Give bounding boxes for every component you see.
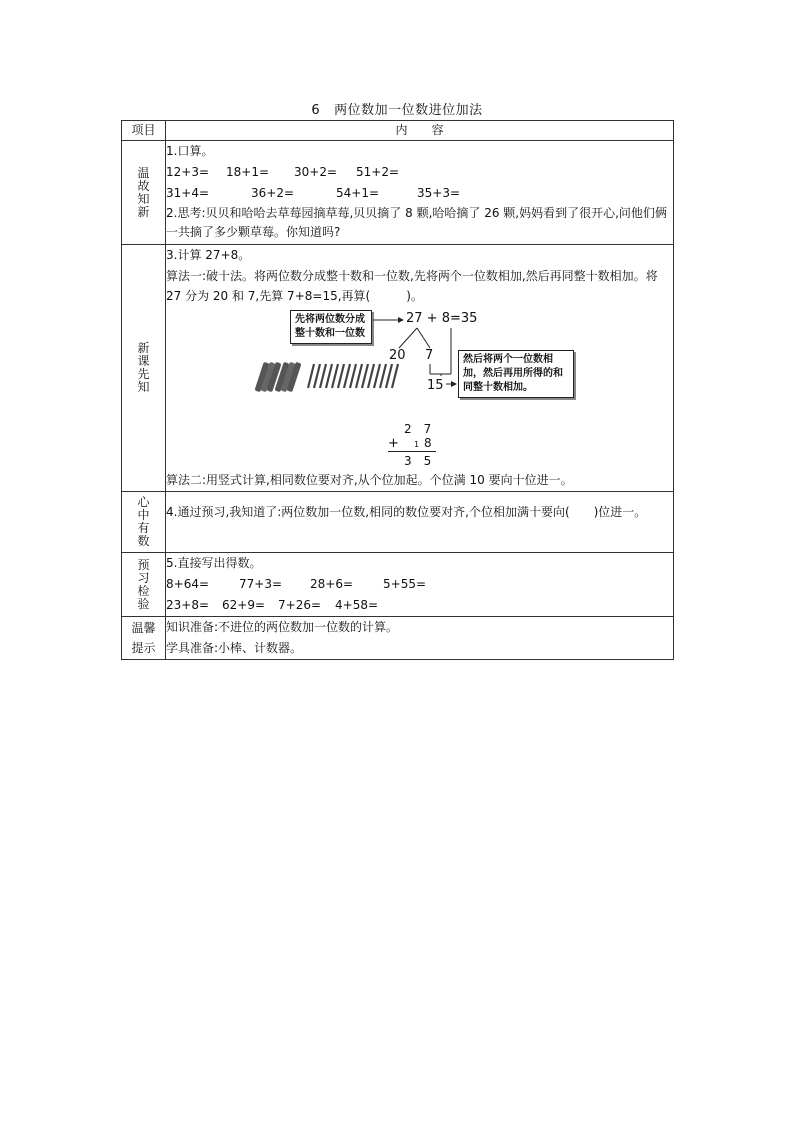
loose-sticks — [308, 364, 398, 388]
oral-row-1: 12+3= 18+1= 30+2= 51+2= — [166, 165, 400, 179]
preview-row-2: 23+8= 62+9= 7+26= 4+58= — [166, 598, 379, 612]
question-3: 3.计算 27+8。 — [166, 248, 251, 262]
branch-left — [399, 328, 417, 348]
partial-sum: 15 — [427, 378, 444, 393]
question-2: 2.思考:贝贝和哈哈去草莓园摘草莓,贝贝摘了 8 颗,哈哈摘了 26 颗,妈妈看到了很开心,问他们俩一共摘了多少颗草莓。你知道吗? — [166, 206, 667, 239]
vertical-calc — [384, 420, 673, 470]
newlesson-row — [122, 245, 674, 492]
split-note-box: 先将两位数分成整十数和一位数 — [290, 310, 372, 344]
preview-row — [122, 553, 674, 617]
question-1: 1.口算。 — [166, 144, 214, 158]
tips-knowledge: 知识准备:不进位的两位数加一位数的计算。 — [166, 620, 399, 634]
diagram-lines — [166, 310, 706, 420]
plus-sign: + — [388, 436, 399, 451]
method-2: 算法二:用竖式计算,相同数位要对齐,从个位加起。个位满 10 要向十位进一。 — [166, 473, 573, 487]
preview-label: 预 习 检 验 — [137, 557, 150, 611]
tips-tools: 学具准备:小棒、计数器。 — [166, 641, 303, 655]
title-text: 两位数加一位数进位加法 — [334, 103, 483, 118]
header-content: 内 容 — [166, 121, 674, 141]
branch-right — [417, 328, 430, 348]
carry-digit: 1 — [414, 440, 420, 449]
split-tens: 20 — [389, 348, 406, 363]
equation-top: 27 + 8=35 — [406, 311, 478, 326]
review-row — [122, 141, 674, 245]
newlesson-label: 新 课 先 知 — [137, 341, 150, 394]
question-5: 5.直接写出得数。 — [166, 556, 262, 570]
addend-1: 2 7 — [404, 422, 432, 436]
question-4: 4.通过预习,我知道了:两位数加一位数,相同的数位要对齐,个位相加满十要向( )位进一。 — [166, 505, 647, 519]
title-number: 6 — [311, 103, 321, 118]
oral-row-2: 31+4= 36+2= 54+1= 35+3= — [166, 186, 461, 200]
header-project: 项目 — [122, 121, 166, 141]
method-1: 算法一:破十法。将两位数分成整十数和一位数,先将两个一位数相加,然后再同整十数相加。将 27 分为 20 和 7,先算 7+8=15,再算( )。 — [166, 269, 658, 303]
page-title — [0, 99, 794, 118]
tips-row — [122, 617, 674, 660]
mind-row — [122, 492, 674, 553]
sum-result: 3 5 — [404, 454, 432, 468]
addend-2: 8 — [424, 436, 432, 450]
split-ones: 7 — [425, 348, 434, 363]
tips-label: 温馨 提示 — [131, 621, 156, 655]
lesson-table — [121, 120, 674, 660]
header-row — [122, 121, 674, 141]
arrow-head — [398, 317, 404, 323]
add-note-box: 然后将两个一位数相加，然后再用所得的和同整十数相加。 — [458, 350, 574, 398]
arrow-head-right — [451, 381, 457, 387]
mind-label: 心 中 有 数 — [137, 495, 150, 548]
review-label: 温 故 知 新 — [137, 165, 150, 219]
preview-row-1: 8+64= 77+3= 28+6= 5+55= — [166, 577, 427, 591]
split-diagram — [166, 310, 673, 420]
